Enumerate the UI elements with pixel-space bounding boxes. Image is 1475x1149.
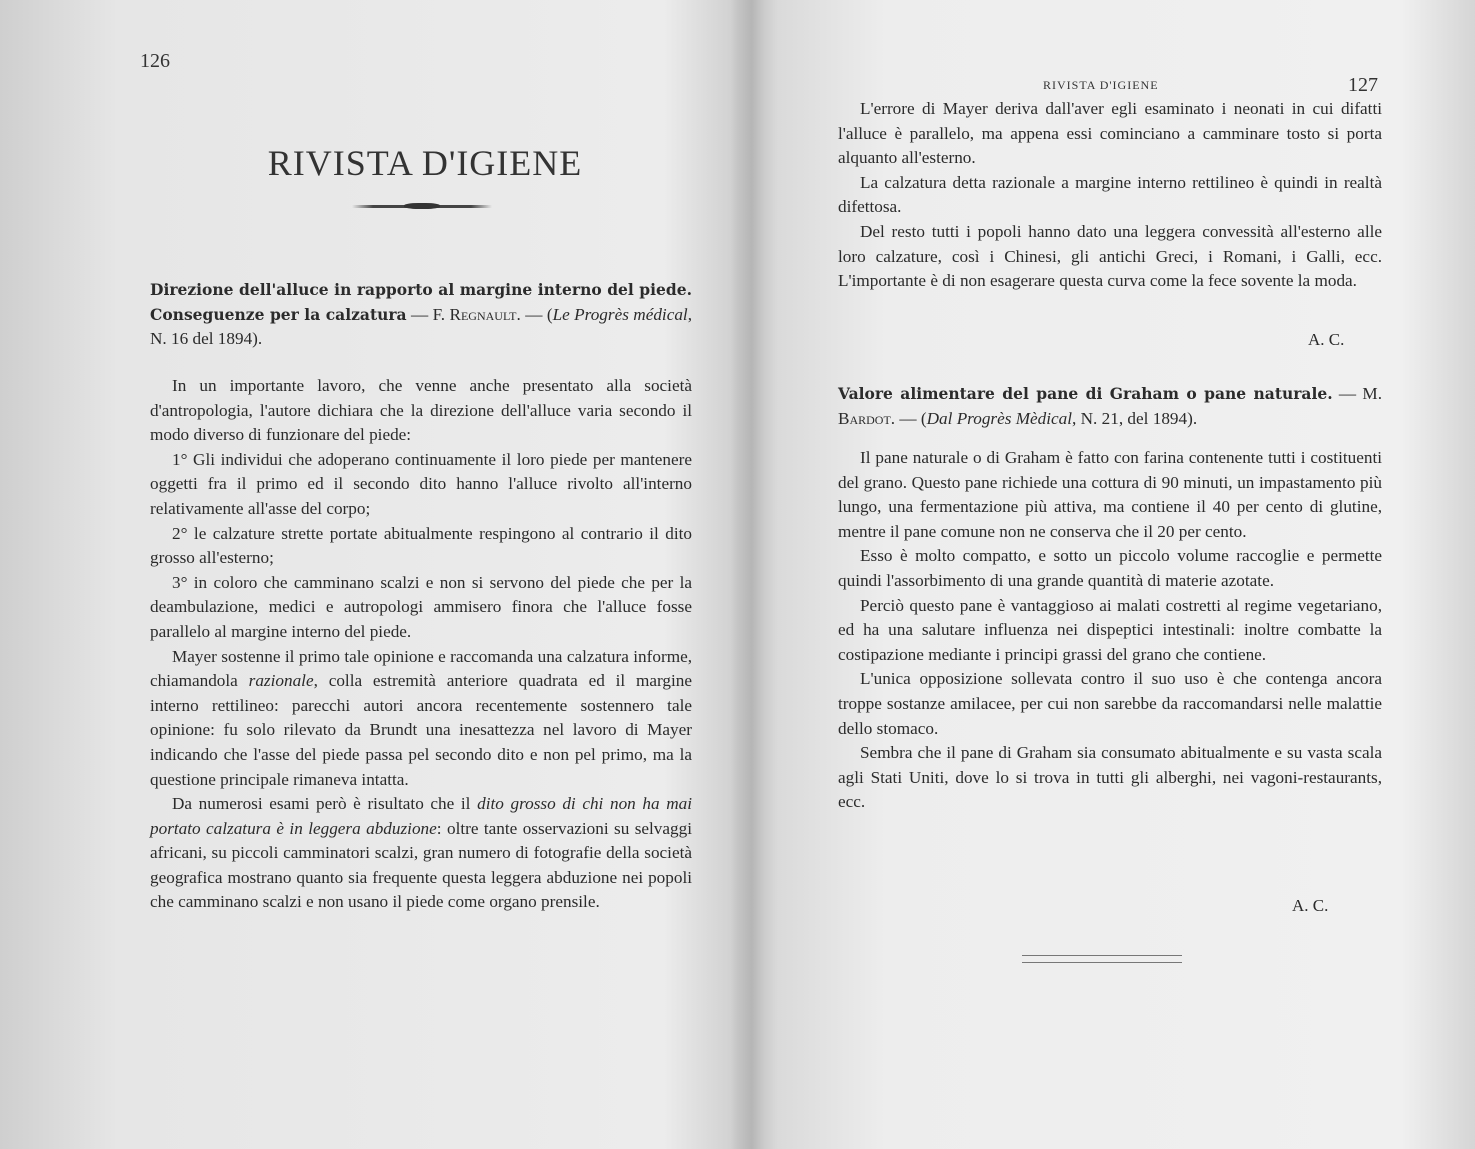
- paragraph: 1° Gli individui che adoperano continuamente il loro piede per mantenere oggetti fra il primo ed il secondo dito hanno l'alluce rivolto all'interno relativamente all'asse del corpo;: [150, 449, 692, 518]
- article-author: Bardot: [838, 408, 891, 428]
- signature: A. C.: [1292, 896, 1329, 915]
- paragraph: [150, 645, 692, 793]
- paragraph: Del resto tutti i popoli hanno dato una leggera convessità all'esterno alle loro calzature, così i Chinesi, gli antichi Greci, i Romani, i Galli, ecc. L'importante è di non esagerare questa curva come la fece sovente la moda.: [838, 221, 1382, 291]
- article-body: [150, 374, 692, 915]
- author-prefix: — M.: [1332, 384, 1382, 403]
- article-heading: [838, 382, 1382, 431]
- article-source: Dal Progrès Mèdical: [926, 408, 1073, 428]
- end-rule: [1022, 955, 1182, 963]
- paragraph: In un importante lavoro, che venne anche presentato alla società d'antropologia, l'autore dichiara che la direzione dell'alluce varia secondo il modo diverso di funzionare del piede:: [150, 376, 692, 445]
- text-run: Mayer sostenne il primo tale opinione e raccomanda una calzatura informe, chiamandola: [150, 646, 692, 691]
- author-suffix: .: [516, 304, 521, 324]
- text-run-italic: dito grosso di chi non ha mai portato calzatura è in leggera abduzione: [150, 794, 692, 838]
- text-run: , colla estremità anteriore quadrata ed il margine interno rettilineo: parecchi autori ancora recentemente sostennero tale opinione: fu solo rilevato da Brundt una inesattezza nel lavoro di Mayer indicando che l'asse del piede passa pel secondo dito e non pel primo, ma la questione principale rimaneva intatta.: [150, 671, 693, 789]
- article-body: [838, 446, 1382, 815]
- author-suffix: .: [890, 408, 896, 428]
- text-run: Da numerosi esami però è risultato che il: [172, 794, 478, 814]
- paragraph: Esso è molto compatto, e sotto un piccolo volume raccoglie e permette quindi l'assorbimento di una grande quantità di materie azotate.: [838, 546, 1382, 590]
- journal-title: RIVISTA D'IGIENE: [267, 143, 583, 183]
- article-source: Le Progrès médical: [552, 304, 688, 324]
- paragraph: Perciò questo pane è vantaggioso ai malati costretti al regime vegetariano, ed ha una salutare influenza nei dispeptici intestinali: inoltre combatte la costipazione mediante i principi grassi del grano che contiene.: [838, 595, 1382, 664]
- right-page: [760, 0, 1475, 1149]
- article-author: Regnault: [449, 304, 517, 324]
- source-post: , N. 16 del 1894).: [150, 304, 693, 349]
- paragraph: Il pane naturale o di Graham è fatto con farina contenente tutti i costituenti del grano. Questo pane richiede una cottura di 90 minuti, un impastamento più lungo, una fermentazione più attiva, ma contiene il 40 per cento di glutine, mentre il pane comune non ne conserva che il 20 per cento.: [838, 448, 1382, 541]
- paragraph: 2° le calzature strette portate abitualmente respingono al contrario il dito grosso all'esterno;: [150, 523, 692, 568]
- article-title: Valore alimentare del pane di Graham o pane naturale.: [838, 384, 1333, 403]
- paragraph: [150, 792, 692, 915]
- signature: A. C.: [1308, 330, 1345, 349]
- page-number: 126: [140, 50, 170, 72]
- paragraph: Sembra che il pane di Graham sia consumato abitualmente e su vasta scala agli Stati Uniti, dove lo si trova in tutti gli alberghi, nei vagoni-restaurants, ecc.: [838, 743, 1382, 812]
- source-post: , N. 21, del 1894).: [1072, 408, 1198, 428]
- text-run-italic: razionale: [248, 671, 314, 691]
- source-pre: — (: [520, 304, 553, 324]
- source-pre: — (: [895, 408, 927, 428]
- text-run: : oltre tante osservazioni su selvaggi africani, su piccoli camminatori scalzi, gran numero di fotografie della società geografica mostrano quanto sia frequente questa leggera abduzione nei popoli che camminano scalzi e non usano il piede come organo prensile.: [150, 818, 692, 912]
- paragraph: L'errore di Mayer deriva dall'aver egli esaminato i neonati in cui difatti l'alluce è parallelo, ma appena essi cominciano a camminare tosto si porta alquanto all'esterno.: [838, 99, 1382, 168]
- paragraph: La calzatura detta razionale a margine interno rettilineo è quindi in realtà difettosa.: [838, 172, 1382, 217]
- author-prefix: — F.: [406, 304, 450, 324]
- article-heading: [150, 278, 692, 352]
- article-title: Direzione dell'alluce in rapporto al margine interno del piede. Conseguenze per la calzatura: [150, 280, 692, 324]
- page-number: 127: [1348, 74, 1378, 96]
- paragraph: 3° in coloro che camminano scalzi e non si servono del piede che per la deambulazione, medici e autropologi ammisero finora che l'alluce fosse parallelo al margine interno del piede.: [150, 572, 692, 641]
- article-continuation: [838, 97, 1382, 294]
- running-head: RIVISTA D'IGIENE: [1043, 78, 1159, 92]
- title-ornament: [352, 205, 492, 208]
- paragraph: L'unica opposizione sollevata contro il suo uso è che contenga ancora troppe sostanze amilacee, per cui non sarebbe da raccomandarsi nelle malattie dello stomaco.: [838, 669, 1382, 738]
